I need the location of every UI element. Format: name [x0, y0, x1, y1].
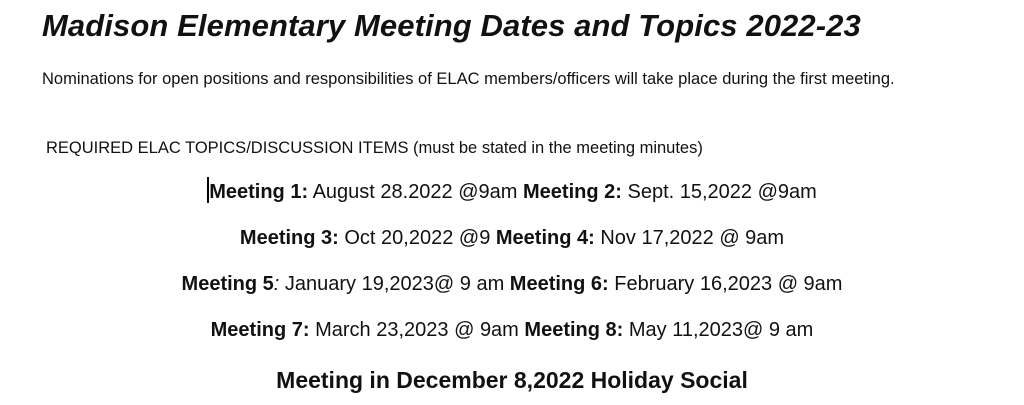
meeting-line-1-2 [0, 177, 1024, 206]
meeting-2-label: Meeting 2: [523, 181, 622, 203]
meeting-8-label: Meeting 8: [524, 319, 624, 341]
document-title: Madison Elementary Meeting Dates and Topics 2022-23 [42, 8, 861, 43]
meeting-5-date: January 19,2023@ 9 am [279, 273, 510, 295]
meeting-7-date: March 23,2023 @ 9am [309, 319, 525, 341]
meeting-7-label: Meeting 7: [210, 319, 310, 341]
required-topics-line: REQUIRED ELAC TOPICS/DISCUSSION ITEMS (must be stated in the meeting minutes) [46, 139, 703, 157]
meeting-6-label: Meeting 6: [509, 273, 609, 295]
meeting-4-label: Meeting 4: [495, 227, 595, 249]
holiday-social-heading: Meeting in December 8,2022 Holiday Social [276, 367, 748, 393]
meeting-3-date: Oct 20,2022 @9 [338, 227, 496, 249]
nominations-paragraph: Nominations for open positions and responsibilities of ELAC members/officers will take place during the first meeting. [42, 70, 895, 88]
meeting-8-date: May 11,2023@ 9 am [623, 319, 814, 341]
meeting-line-5-6 [0, 270, 1024, 298]
meeting-2-date: Sept. 15,2022 @9am [621, 181, 817, 203]
meeting-5-label: Meeting 5 [181, 273, 274, 295]
meeting-1-date: August 28.2022 @9am [308, 181, 524, 203]
meeting-line-7-8 [0, 316, 1024, 344]
meeting-5-colon: : [273, 273, 280, 295]
meeting-3-label: Meeting 3: [239, 227, 339, 249]
meeting-6-date: February 16,2023 @ 9am [608, 273, 843, 295]
meeting-4-date: Nov 17,2022 @ 9am [594, 227, 785, 249]
meeting-line-3-4 [0, 224, 1024, 252]
meeting-1-label: Meeting 1: [209, 181, 309, 203]
